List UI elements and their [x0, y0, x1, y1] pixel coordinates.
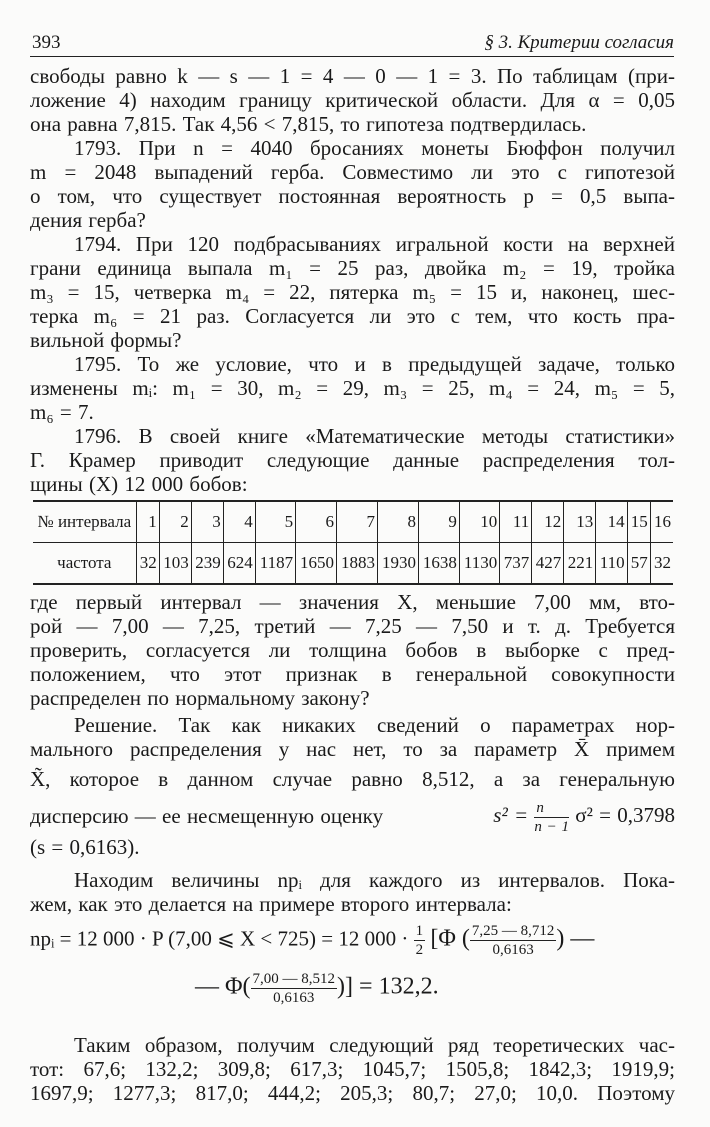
- fraction-half: [414, 922, 426, 959]
- formula-line-2: [195, 970, 439, 1007]
- frequency-cell: 103: [159, 543, 191, 585]
- interval-cell: 14: [596, 501, 627, 543]
- text-line: Г. Крамер приводит следующие данные распределения тол-: [30, 448, 675, 472]
- text: дисперсию — ее несмещенную оценку: [30, 804, 384, 828]
- frequency-table: [33, 500, 673, 585]
- paragraph-continuation: [30, 64, 675, 136]
- text-line: 1697,9; 1277,3; 817,0; 444,2; 205,3; 80,7; 27,0; 10,0. Поэтому: [30, 1081, 675, 1105]
- row-label: № интервала: [33, 501, 136, 543]
- frequency-cell: 57: [627, 543, 650, 585]
- frequency-cell: 624: [223, 543, 255, 585]
- frequency-cell: 1187: [255, 543, 295, 585]
- interval-cell: 1: [136, 501, 159, 543]
- interval-cell: 6: [296, 501, 337, 543]
- text-line: Таким образом, получим следующий ряд теоретических час-: [74, 1033, 675, 1057]
- fraction: [470, 922, 557, 959]
- text-line: 1793. При n = 4040 бросаниях монеты Бюффон получил: [74, 136, 675, 160]
- interval-cell: 7: [337, 501, 378, 543]
- text-line: m = 2048 выпадений герба. Совместимо ли это с гипотезой: [30, 160, 675, 184]
- text-line: вильной формы?: [30, 328, 182, 352]
- interval-cell: 4: [223, 501, 255, 543]
- text-line: дения герба?: [30, 208, 146, 232]
- numerator: 7,25 — 8,712: [471, 923, 555, 939]
- text-line: положением, что этот признак в генеральной совокупности: [30, 662, 675, 686]
- interval-cell: 2: [159, 501, 191, 543]
- numerator: 7,00 — 8,512: [252, 971, 336, 987]
- text-line: Решение. Так как никаких сведений о параметрах нор-: [74, 713, 675, 737]
- section-title: § 3. Критерии согласия: [484, 32, 674, 53]
- interval-cell: 3: [191, 501, 223, 543]
- dispersion-line: [30, 798, 675, 835]
- text-line: она равна 7,815. Так 4,56 < 7,815, то гипотеза подтвердилась.: [30, 112, 587, 136]
- text-line: изменены mᵢ: m₁ = 30, m₂ = 29, m₃ = 25, m₄ = 24, m₅ = 5,: [30, 376, 675, 400]
- formula-rhs: σ² = 0,3798: [575, 803, 675, 828]
- problem-1795: [30, 352, 675, 424]
- text-line: 1795. То же условие, что и в предыдущей задаче, только: [74, 352, 675, 376]
- interval-cell: 13: [564, 501, 596, 543]
- formula-text: npᵢ = 12 000 · P (7,00 ⩽ X < 725) = 12 000 ·: [30, 926, 409, 951]
- text-line: Находим величины npᵢ для каждого из интервалов. Пока-: [74, 868, 675, 892]
- text-line: грани единица выпала m₁ = 25 раз, двойка m₂ = 19, тройка: [30, 256, 675, 280]
- numerator: 1: [415, 923, 424, 939]
- text-line: рой — 7,00 — 7,25, третий — 7,25 — 7,50 и т. д. Требуется: [30, 614, 675, 638]
- text-line: ложение 4) находим границу критической области. Для α = 0,05: [30, 88, 675, 112]
- denominator: 0,6163: [273, 990, 315, 1006]
- interval-cell: 10: [459, 501, 499, 543]
- row-label: частота: [57, 553, 112, 572]
- np-paragraph: [30, 868, 675, 916]
- text-line: о том, что существует постоянная вероятность p = 0,5 выпа-: [30, 184, 675, 208]
- text-line: 1794. При 120 подбрасываниях игральной кости на верхней: [74, 232, 675, 256]
- text-line: проверить, согласуется ли толщина бобов в выборке с пред-: [30, 638, 675, 662]
- fraction: [251, 970, 338, 1007]
- text-line: свободы равно k — s — 1 = 4 — 0 — 1 = 3. По таблицам (при-: [30, 64, 675, 88]
- table-row-intervals: [33, 501, 673, 543]
- frequency-cell: 32: [136, 543, 159, 585]
- interval-cell: 9: [418, 501, 459, 543]
- text-line: тот: 67,6; 132,2; 309,8; 617,3; 1045,7; 1505,8; 1842,3; 1919,9;: [30, 1057, 675, 1081]
- frequency-cell: 427: [532, 543, 564, 585]
- problem-1796: [30, 424, 675, 496]
- running-header: [30, 30, 674, 57]
- frequency-cell: 1650: [296, 543, 337, 585]
- problem-1793: [30, 136, 675, 232]
- solution: [30, 713, 675, 859]
- frequency-cell: 1130: [459, 543, 499, 585]
- numerator: n: [534, 799, 569, 818]
- text-line: щины (X) 12 000 бобов:: [30, 472, 248, 496]
- frequency-cell: 32: [650, 543, 673, 585]
- text-line: X̃, которое в данном случае равно 8,512, а за генеральную: [30, 767, 675, 791]
- frequency-cell: 1930: [378, 543, 419, 585]
- interval-cell: 5: [255, 501, 295, 543]
- denominator: 2: [415, 942, 424, 958]
- text-line: m₆ = 7.: [30, 400, 94, 424]
- formula-line-1: [30, 922, 675, 959]
- formula-text: )] = 132,2.: [337, 973, 439, 1000]
- formula-lhs: s² =: [493, 803, 529, 828]
- dispersion-formula: [493, 797, 675, 836]
- interval-cell: 12: [532, 501, 564, 543]
- formula-text: [Φ (: [430, 925, 470, 952]
- text-line: 1796. В своей книге «Математические методы статистики»: [74, 424, 675, 448]
- interval-cell: 16: [650, 501, 673, 543]
- denominator: 0,6163: [492, 942, 534, 958]
- fraction: [534, 799, 569, 836]
- text-line: (s = 0,6163).: [30, 835, 140, 859]
- denominator: n − 1: [534, 818, 570, 835]
- frequency-cell: 110: [596, 543, 627, 585]
- paragraph-after-table: [30, 590, 675, 710]
- text-line: терка m₆ = 21 раз. Согласуется ли это с тем, что кость пра-: [30, 304, 675, 328]
- table-row-frequencies: [33, 543, 673, 585]
- interval-cell: 15: [627, 501, 650, 543]
- frequency-cell: 1883: [337, 543, 378, 585]
- page-number: 393: [32, 32, 61, 53]
- text-line: мального распределения у нас нет, то за параметр X̄ примем: [30, 737, 675, 761]
- text-line: жем, как это делается на примере второго интервала:: [30, 892, 512, 916]
- frequency-cell: 737: [500, 543, 532, 585]
- problem-1794: [30, 232, 675, 352]
- formula-text: — Φ(: [195, 973, 251, 1000]
- interval-cell: 8: [378, 501, 419, 543]
- text-line: m₃ = 15, четверка m₄ = 22, пятерка m₅ = 15 и, наконец, шес-: [30, 280, 675, 304]
- frequency-cell: 239: [191, 543, 223, 585]
- text-line: распределен по нормальному закону?: [30, 686, 370, 710]
- final-paragraph: [30, 1033, 675, 1105]
- formula-text: ) —: [556, 925, 595, 952]
- text-line: где первый интервал — значения X, меньшие 7,00 мм, вто-: [30, 590, 675, 614]
- frequency-cell: 1638: [418, 543, 459, 585]
- frequency-cell: 221: [564, 543, 596, 585]
- interval-cell: 11: [500, 501, 532, 543]
